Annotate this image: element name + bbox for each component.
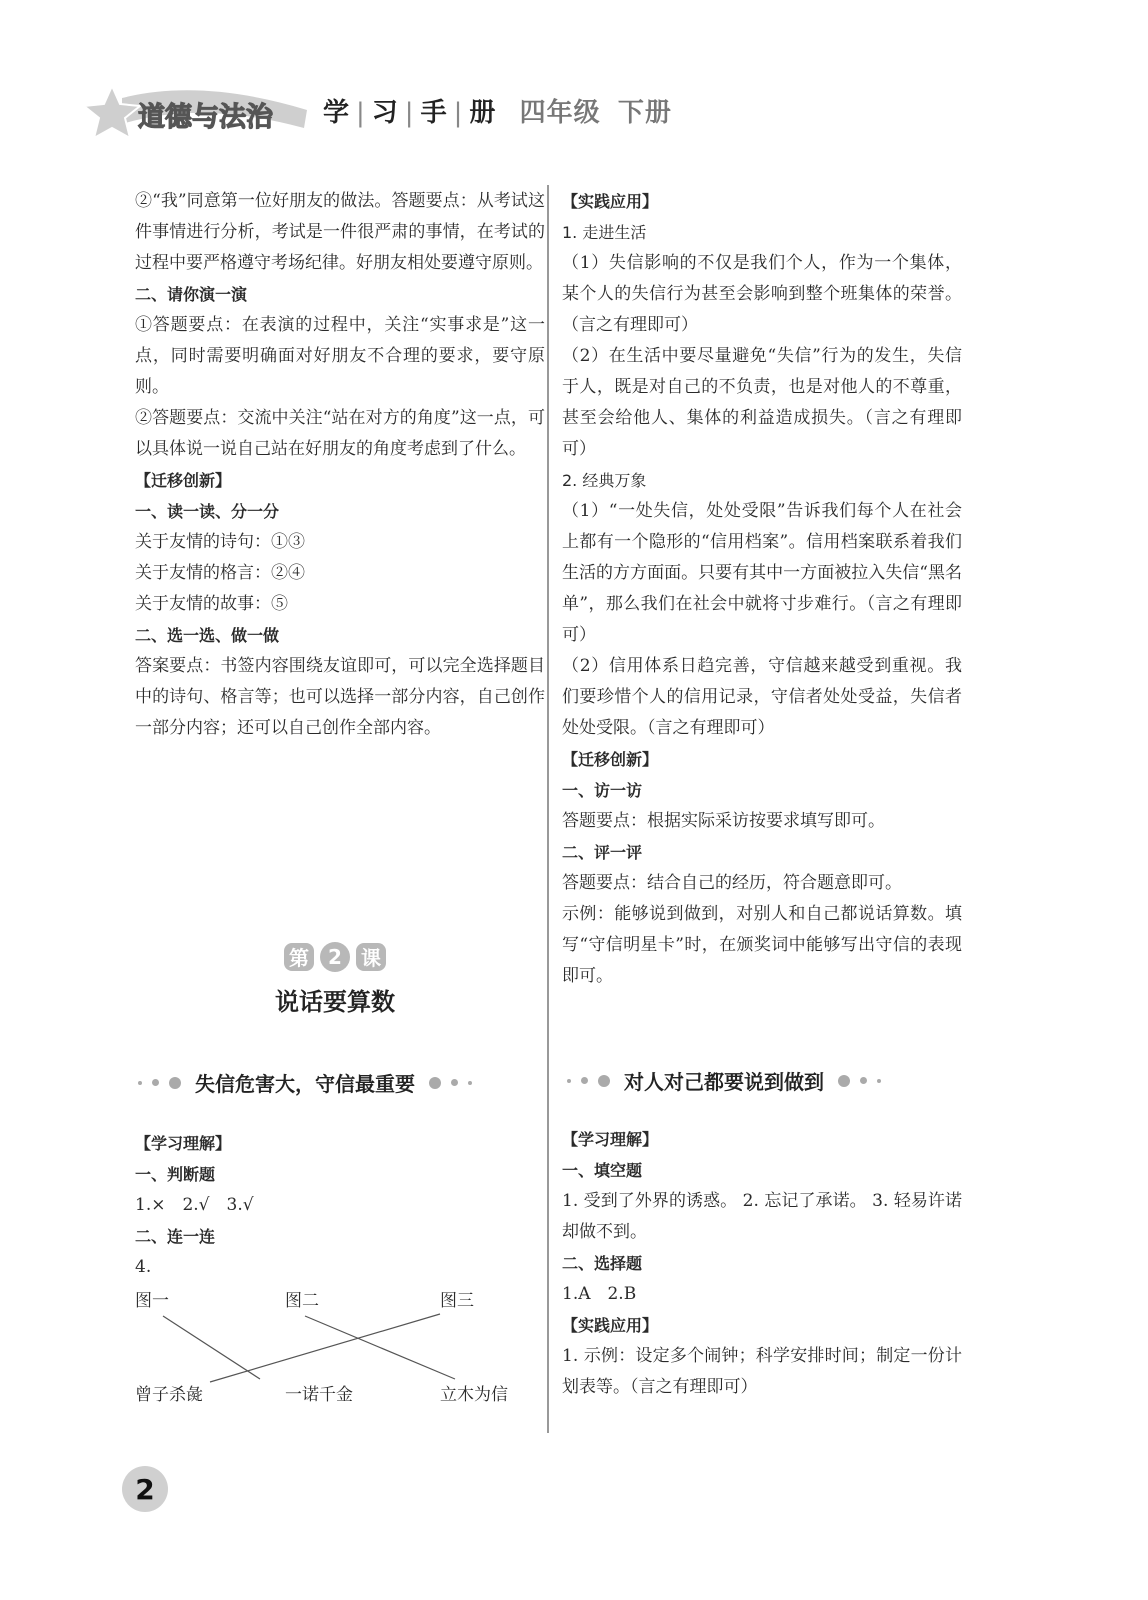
paragraph: ②答题要点：交流中关注“站在对方的角度”这一点，可以具体说一说自己站在好朋友的角度考虑到了什么。 xyxy=(135,408,545,459)
paragraph: 答题要点：结合自己的经历，符合题意即可。 xyxy=(562,873,902,893)
paragraph: 示例：能够说到做到，对别人和自己都说话算数。填写“守信明星卡”时，在颁奖词中能够写出守信的表现即可。 xyxy=(562,904,962,986)
section-banner-left xyxy=(138,1068,472,1097)
dots-decoration xyxy=(567,1075,610,1087)
section-heading: 一、判断题 xyxy=(135,1165,216,1184)
section-heading: 【学习理解】 xyxy=(562,1130,659,1149)
matching-diagram xyxy=(135,1284,525,1414)
right-column-top xyxy=(562,186,962,992)
section-heading: 【实践应用】 xyxy=(562,1316,659,1335)
title-part: 手 xyxy=(420,98,448,128)
section-heading: 二、连一连 xyxy=(135,1227,216,1246)
banner-text: 对人对己都要说到做到 xyxy=(624,1070,824,1094)
section-heading: 一、读一读、分一分 xyxy=(135,502,280,521)
match-bottom-label: 立木为信 xyxy=(440,1385,508,1405)
paragraph: （1）失信影响的不仅是我们个人，作为一个集体，某个人的失信行为甚至会影响到整个班集体的荣誉。（言之有理即可） xyxy=(562,253,962,335)
left-column-top xyxy=(135,186,545,744)
dots-decoration xyxy=(138,1077,181,1089)
section-heading: 【迁移创新】 xyxy=(135,471,232,490)
match-top-label: 图三 xyxy=(440,1291,474,1311)
paragraph: 1. 示例：设定多个闹钟；科学安排时间；制定一份计划表等。（言之有理即可） xyxy=(562,1346,962,1397)
header-badge xyxy=(82,80,312,150)
section-heading: 二、请你演一演 xyxy=(135,285,248,304)
header-title: 学 | 习 | 手 | 册 四年级 下册 xyxy=(323,98,672,128)
grade-label: 四年级 xyxy=(519,98,601,128)
paragraph: （1）“一处失信，处处受限”告诉我们每个人在社会上都有一个隐形的“信用档案”。信用档案联系着我们生活的方方面面。只要有其中一方面被拉入失信“黑名单”，那么我们在社会中就将寸步难行。（言之有理即可） xyxy=(562,501,962,645)
section-heading: 1. 走进生活 xyxy=(562,223,647,242)
section-heading: 【实践应用】 xyxy=(562,192,659,211)
match-line xyxy=(163,1316,260,1379)
paragraph: 1.× 2.√ 3.√ xyxy=(135,1195,254,1215)
paragraph: （2）信用体系日趋完善，守信越来越受到重视。我们要珍惜个人的信用记录，守信者处处受益，失信者处处受限。（言之有理即可） xyxy=(562,656,962,738)
right-column-bottom xyxy=(562,1124,962,1403)
left-column-bottom xyxy=(135,1128,545,1283)
list-item: 关于友情的故事：⑤ xyxy=(135,594,288,614)
paragraph: ①答题要点：在表演的过程中，关注“实事求是”这一点，同时需要明确面对好朋友不合理的要求，要守原则。 xyxy=(135,315,545,397)
lesson-badge xyxy=(280,940,390,974)
lesson-title: 说话要算数 xyxy=(275,988,395,1016)
lesson-heading xyxy=(230,940,440,1017)
page-number: 2 xyxy=(122,1466,168,1512)
title-part: 册 xyxy=(469,98,497,128)
dots-decoration xyxy=(429,1077,472,1089)
paragraph: ②“我”同意第一位好朋友的做法。答题要点：从考试这件事情进行分析，考试是一件很严肃的事情，在考试的过程中要严格遵守考场纪律。好朋友相处要遵守原则。 xyxy=(135,191,545,273)
volume-label: 下册 xyxy=(617,98,672,128)
list-item: 关于友情的格言：②④ xyxy=(135,563,305,583)
star-icon xyxy=(84,86,140,138)
match-top-label: 图二 xyxy=(285,1291,319,1311)
section-banner-right xyxy=(567,1066,881,1095)
section-heading: 【迁移创新】 xyxy=(562,750,659,769)
paragraph: 4. xyxy=(135,1257,152,1277)
lesson-badge-number: 2 xyxy=(328,945,342,969)
paragraph: 答题要点：根据实际采访按要求填写即可。 xyxy=(562,811,885,831)
title-part: 习 xyxy=(371,98,399,128)
title-part: 学 xyxy=(323,98,351,128)
paragraph: （2）在生活中要尽量避免“失信”行为的发生，失信于人，既是对自己的不负责，也是对他人的不尊重，甚至会给他人、集体的利益造成损失。（言之有理即可） xyxy=(562,346,962,459)
section-heading: 二、选择题 xyxy=(562,1254,643,1273)
column-divider xyxy=(547,185,549,1433)
banner-text: 失信危害大，守信最重要 xyxy=(195,1072,415,1096)
section-heading: 二、选一选、做一做 xyxy=(135,626,280,645)
badge-text: 道德与法治 xyxy=(138,102,273,133)
section-heading: 一、访一访 xyxy=(562,781,643,800)
match-bottom-label: 一诺千金 xyxy=(285,1385,353,1405)
lesson-badge-pre: 第 xyxy=(289,946,309,970)
match-top-label: 图一 xyxy=(135,1291,169,1311)
lesson-badge-post: 课 xyxy=(361,946,381,970)
section-heading: 2. 经典万象 xyxy=(562,471,647,490)
section-heading: 一、填空题 xyxy=(562,1161,643,1180)
dots-decoration xyxy=(838,1075,881,1087)
section-heading: 【学习理解】 xyxy=(135,1134,232,1153)
paragraph: 答案要点：书签内容围绕友谊即可，可以完全选择题目中的诗句、格言等；也可以选择一部分内容，自己创作一部分内容；还可以自己创作全部内容。 xyxy=(135,656,545,738)
paragraph: 1.A 2.B xyxy=(562,1284,637,1304)
list-item: 关于友情的诗句：①③ xyxy=(135,532,305,552)
paragraph: 1. 受到了外界的诱惑。 2. 忘记了承诺。 3. 轻易许诺却做不到。 xyxy=(562,1191,962,1242)
match-bottom-label: 曾子杀彘 xyxy=(135,1385,203,1405)
section-heading: 二、评一评 xyxy=(562,843,643,862)
